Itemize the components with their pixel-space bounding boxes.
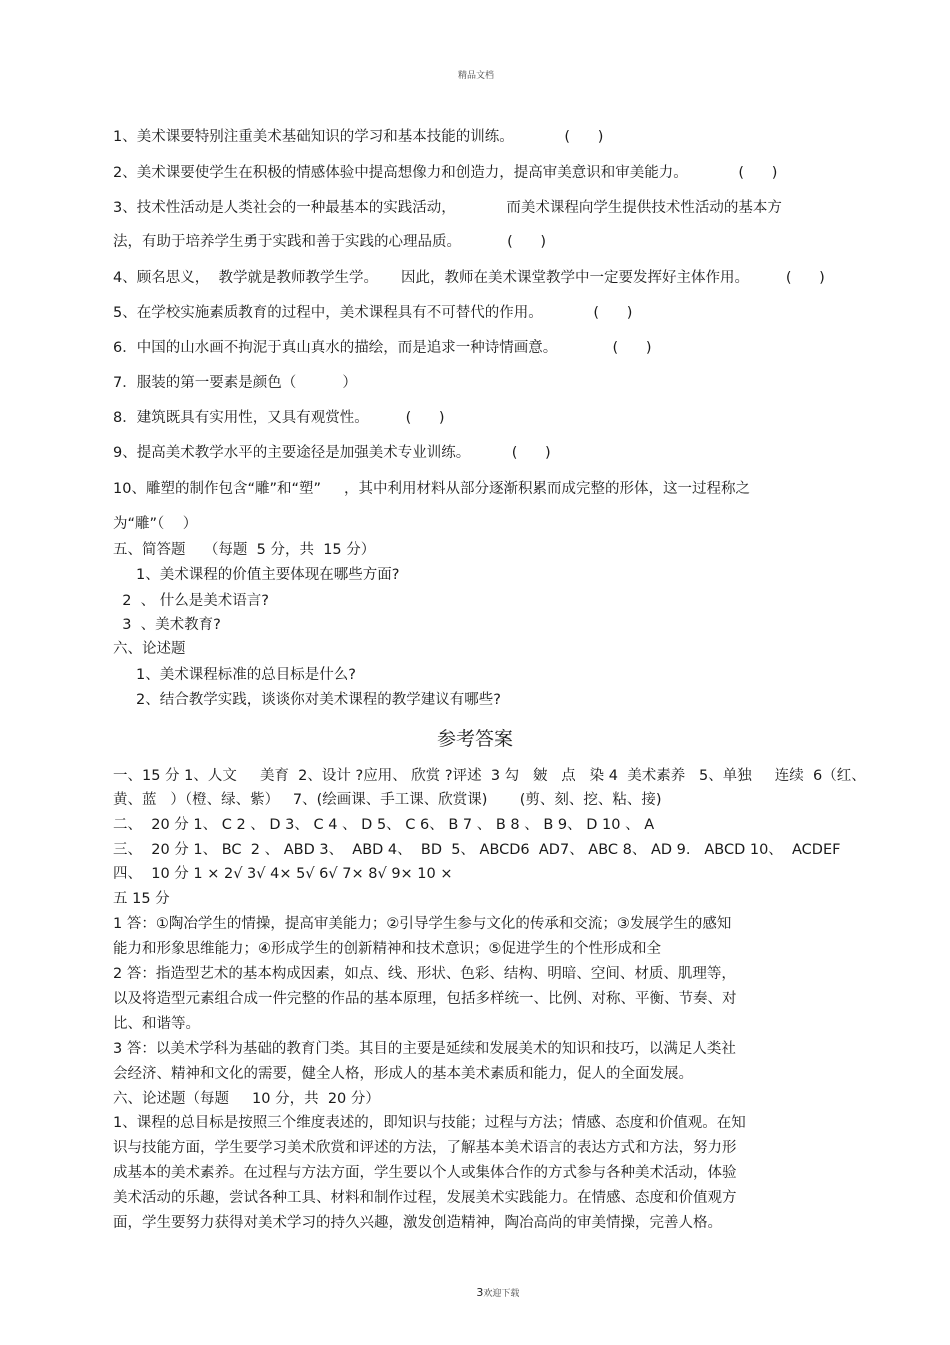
answer-line: 五 15 分 xyxy=(113,891,170,907)
question-line: 2 、 什么是美术语言? xyxy=(113,593,269,609)
question-line: 7．服装的第一要素是颜色（ ） xyxy=(113,375,357,391)
question-line: 2、结合教学实践，谈谈你对美术课程的教学建议有哪些? xyxy=(113,692,501,708)
answer-line: 以及将造型元素组合成一件完整的作品的基本原理，包括多样统一、比例、对称、平衡、节奏、对 xyxy=(113,991,737,1007)
section-heading: 六、论述题 xyxy=(113,641,186,657)
question-line: 6．中国的山水画不拘泥于真山真水的描绘，而是追求一种诗情画意。 ( ) xyxy=(113,340,652,356)
question-line: 5、在学校实施素质教育的过程中，美术课程具有不可替代的作用。 ( ) xyxy=(113,305,633,321)
question-line: 10、雕塑的制作包含“雕”和“塑” ，其中利用材料从部分逐渐积累而成完整的形体，这一过程称之 xyxy=(113,481,751,497)
answer-line: 1 答：①陶冶学生的情操，提高审美能力；②引导学生参与文化的传承和交流；③发展学生的感知 xyxy=(113,916,732,932)
question-line: 9、提高美术教学水平的主要途径是加强美术专业训练。 ( ) xyxy=(113,445,551,461)
answer-line: 能力和形象思维能力；④形成学生的创新精神和技术意识；⑤促进学生的个性形成和全 xyxy=(113,941,661,957)
answer-line: 美术活动的乐趣，尝试各种工具、材料和制作过程，发展美术实践能力。在情感、态度和价值观方 xyxy=(113,1190,737,1206)
page-footer xyxy=(456,1262,519,1319)
question-line: 3 、美术教育? xyxy=(113,617,221,633)
answer-line: 三、 20 分 1、 BC 2 、 ABD 3、 ABD 4、 BD 5、 ABCD6 AD7、 ABC 8、 AD 9. ABCD 10、 ACDEF xyxy=(113,842,841,858)
answer-line: 2 答：指造型艺术的基本构成因素，如点、线、形状、色彩、结构、明暗、空间、材质、肌理等， xyxy=(113,966,736,982)
question-line: 法，有助于培养学生勇于实践和善于实践的心理品质。 ( ) xyxy=(113,234,547,250)
question-line: 3、技术性活动是人类社会的一种最基本的实践活动， 而美术课程向学生提供技术性活动的基本方 xyxy=(113,200,782,216)
answer-line: 二、 20 分 1、 C 2 、 D 3、 C 4 、 D 5、 C 6、 B 7 、 B 8 、 B 9、 D 10 、 A xyxy=(113,817,655,833)
answer-line: 面，学生要努力获得对美术学习的持久兴趣，激发创造精神，陶冶高尚的审美情操，完善人格。 xyxy=(113,1215,722,1231)
page-header: 精品文档 xyxy=(458,71,495,81)
answer-line: 六、论述题（每题 10 分，共 20 分） xyxy=(113,1091,380,1107)
question-line: 1、美术课程标准的总目标是什么? xyxy=(113,667,356,683)
answer-line: 比、和谐等。 xyxy=(113,1016,200,1032)
question-line: 1、美术课要特别注重美术基础知识的学习和基本技能的训练。 ( ) xyxy=(113,129,604,145)
answer-line: 四、 10 分 1 × 2√ 3√ 4× 5√ 6√ 7× 8√ 9× 10 × xyxy=(113,866,453,882)
answer-title: 参考答案 xyxy=(436,728,513,750)
question-line: 8．建筑既具有实用性，又具有观赏性。 ( ) xyxy=(113,410,445,426)
answer-line: 一、15 分 1、人文 美育 2、设计 ?应用、 欣赏 ?评述 3 勾 皴 点 染 4 美术素养 5、单独 连续 6（红、 xyxy=(113,768,866,784)
answer-line: 会经济、精神和文化的需要，健全人格，形成人的基本美术素质和能力，促人的全面发展。 xyxy=(113,1066,693,1082)
question-line: 2、美术课要使学生在积极的情感体验中提高想像力和创造力，提高审美意识和审美能力。 ( ) xyxy=(113,165,778,181)
answer-line: 识与技能方面，学生要学习美术欣赏和评述的方法，了解基本美术语言的表达方式和方法，努力形 xyxy=(113,1140,737,1156)
answer-line: 1、课程的总目标是按照三个维度表述的，即知识与技能；过程与方法；情感、态度和价值观。在知 xyxy=(113,1115,746,1131)
question-line: 为“雕”（ ） xyxy=(113,516,198,532)
answer-line: 3 答：以美术学科为基础的教育门类。其目的主要是延续和发展美术的知识和技巧，以满足人类社 xyxy=(113,1041,736,1057)
answer-line: 黄、蓝 ）（橙、绿、紫） 7、(绘画课、手工课、欣赏课) (剪、刻、挖、粘、接) xyxy=(113,792,662,808)
section-heading: 五、简答题 （每题 5 分，共 15 分） xyxy=(113,542,376,558)
question-line: 1、美术课程的价值主要体现在哪些方面? xyxy=(113,567,400,583)
question-line: 4、顾名思义， 教学就是教师教学生学。 因此，教师在美术课堂教学中一定要发挥好主体作用。 ( ) xyxy=(113,270,825,286)
answer-line: 成基本的美术素养。在过程与方法方面，学生要以个人或集体合作的方式参与各种美术活动，体验 xyxy=(113,1165,737,1181)
footer-text: 欢迎下载 xyxy=(483,1289,520,1299)
page-number: 3 xyxy=(476,1286,484,1299)
